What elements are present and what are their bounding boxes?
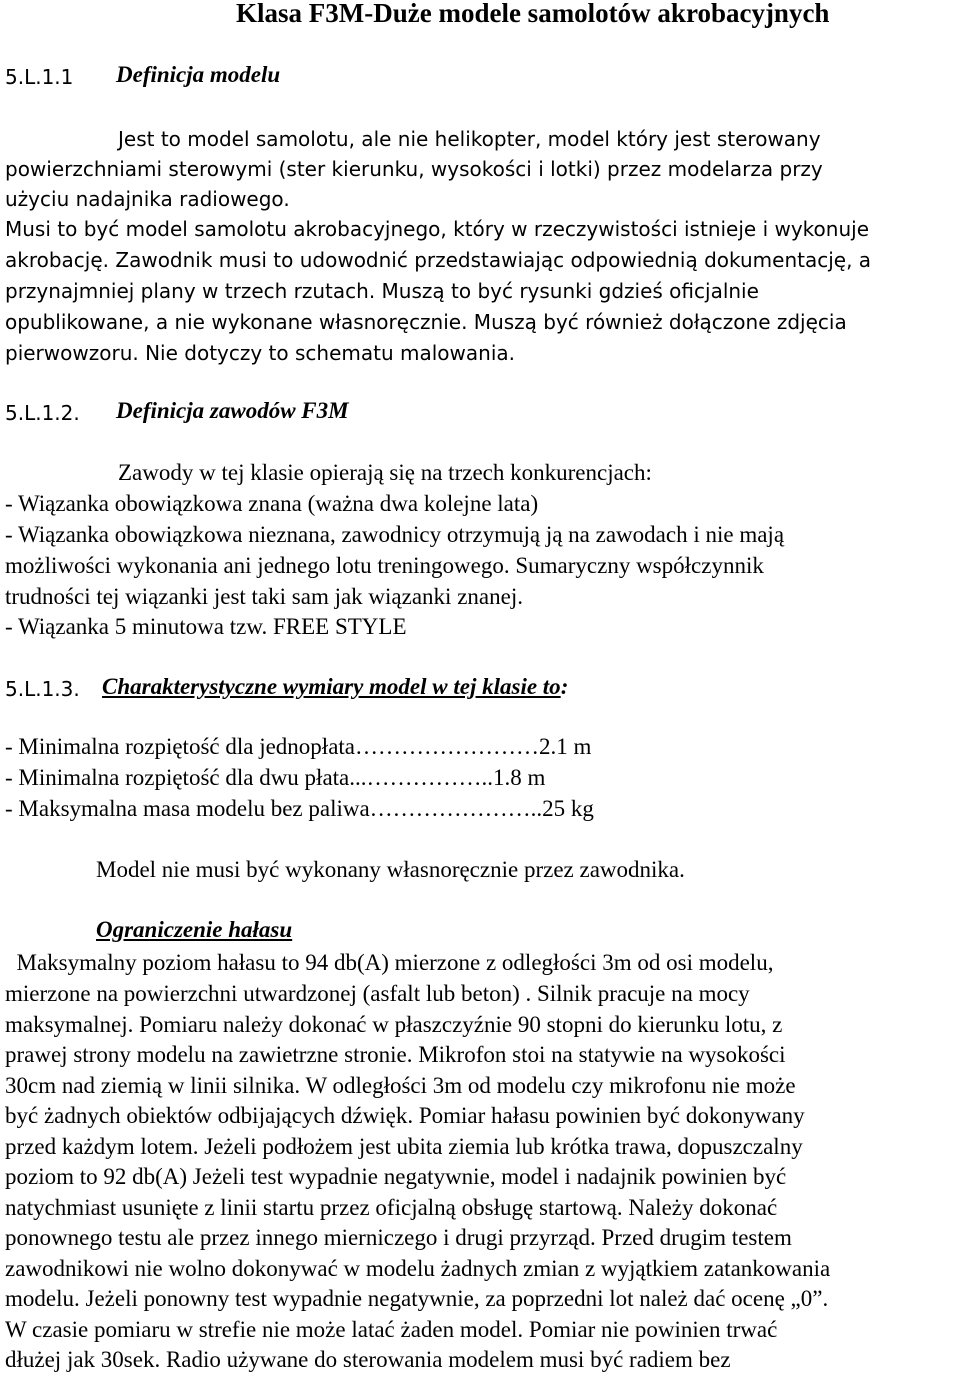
s1-line-1: Jest to model samolotu, ale nie helikopter, model który jest sterowany [118,127,821,151]
section-3-number: 5.L.1.3. [5,677,80,701]
s4-line-7: przed każdym lotem. Jeżeli podłożem jest ubita ziemia lub krótka trawa, dopuszczalny [5,1134,803,1159]
section-1-number: 5.L.1.1 [5,65,74,89]
s1-line-4: Musi to być model samolotu akrobacyjnego, który w rzeczywistości istnieje i wykonuje [5,217,869,241]
s1-line-2: powierzchniami sterowymi (ster kierunku, wysokości i lotki) przez modelarza przy [5,157,823,181]
s4-line-2: mierzone na powierzchni utwardzonej (asfalt lub beton) . Silnik pracuje na mocy [5,981,750,1006]
section-2-number: 5.L.1.2. [5,401,80,425]
s4-line-13: W czasie pomiaru w strefie nie może latać żaden model. Pomiar nie powinien trwać [5,1317,778,1342]
section-3-heading [102,672,568,702]
s1-line-5: akrobację. Zawodnik musi to udowodnić przedstawiając odpowiednią dokumentację, a [5,248,872,272]
s2-line-1: Zawody w tej klasie opierają się na trzech konkurencjach: [118,460,652,485]
s4-line-6: być żadnych obiektów odbijających dźwięk. Pomiar hałasu powinien być dokonywany [5,1103,805,1128]
s4-line-14: dłużej jak 30sek. Radio używane do sterowania modelem musi być radiem bez [5,1347,731,1372]
s2-line-4: możliwości wykonania ani jednego lotu treningowego. Sumaryczny współczynnik [5,553,764,578]
section-2-heading: Definicja zawodów F3M [116,398,349,423]
s4-line-3: maksymalnej. Pomiaru należy dokonać w płaszczyźnie 90 stopni do kierunku lotu, z [5,1012,783,1037]
s2-line-6: - Wiązanka 5 minutowa tzw. FREE STYLE [5,614,407,639]
s4-line-4: prawej strony modelu na zawietrzne stronie. Mikrofon stoi na statywie na wysokości [5,1042,786,1067]
section-3-heading-colon: : [560,674,569,699]
s2-line-2: - Wiązanka obowiązkowa znana (ważna dwa kolejne lata) [5,491,539,516]
s4-line-8: poziom to 92 db(A) Jeżeli test wypadnie negatywnie, model i nadajnik powinien być [5,1164,787,1189]
s3-dimension-1: - Minimalna rozpiętość dla jednopłata……………………2.1 m [5,734,592,759]
s3-dimension-3: - Maksymalna masa modelu bez paliwa…………………..25 kg [5,796,594,821]
s2-line-5: trudności tej wiązanki jest taki sam jak wiązanki znanej. [5,584,523,609]
s3-dimension-2: - Minimalna rozpiętość dla dwu płata...……………..1.8 m [5,765,546,790]
s4-line-5: 30cm nad ziemią w linii silnika. W odległości 3m od modelu czy mikrofonu nie może [5,1073,796,1098]
page-title: Klasa F3M-Duże modele samolotów akrobacyjnych [236,0,830,28]
s1-line-6: przynajmniej plany w trzech rzutach. Muszą to być rysunki gdzieś oficjalnie [5,279,759,303]
s3-note: Model nie musi być wykonany własnoręcznie przez zawodnika. [96,857,685,882]
s4-line-10: ponownego testu ale przez innego mierniczego i drugi przyrząd. Przed drugim testem [5,1225,792,1250]
s4-line-1: Maksymalny poziom hałasu to 94 db(A) mierzone z odległości 3m od osi modelu, [5,950,774,975]
s2-line-3: - Wiązanka obowiązkowa nieznana, zawodnicy otrzymują ją na zawodach i nie mają [5,522,785,547]
s1-line-3: użyciu nadajnika radiowego. [5,187,290,211]
s4-line-11: zawodnikowi nie wolno dokonywać w modelu żadnych zmian z wyjątkiem zatankowania [5,1256,831,1281]
s1-line-8: pierwowzoru. Nie dotyczy to schematu malowania. [5,341,515,365]
section-3-heading-text: Charakterystyczne wymiary model w tej klasie to [102,674,561,699]
section-1-heading: Definicja modelu [116,62,281,87]
s4-line-9: natychmiast usunięte z linii startu przez oficjalną obsługę startową. Należy dokonać [5,1195,778,1220]
section-4-heading: Ograniczenie hałasu [96,917,293,942]
s4-line-12: modelu. Jeżeli ponowny test wypadnie negatywnie, za poprzedni lot należ dać ocenę „0”. [5,1286,829,1311]
s1-line-7: opublikowane, a nie wykonane własnoręcznie. Muszą być również dołączone zdjęcia [5,310,847,334]
